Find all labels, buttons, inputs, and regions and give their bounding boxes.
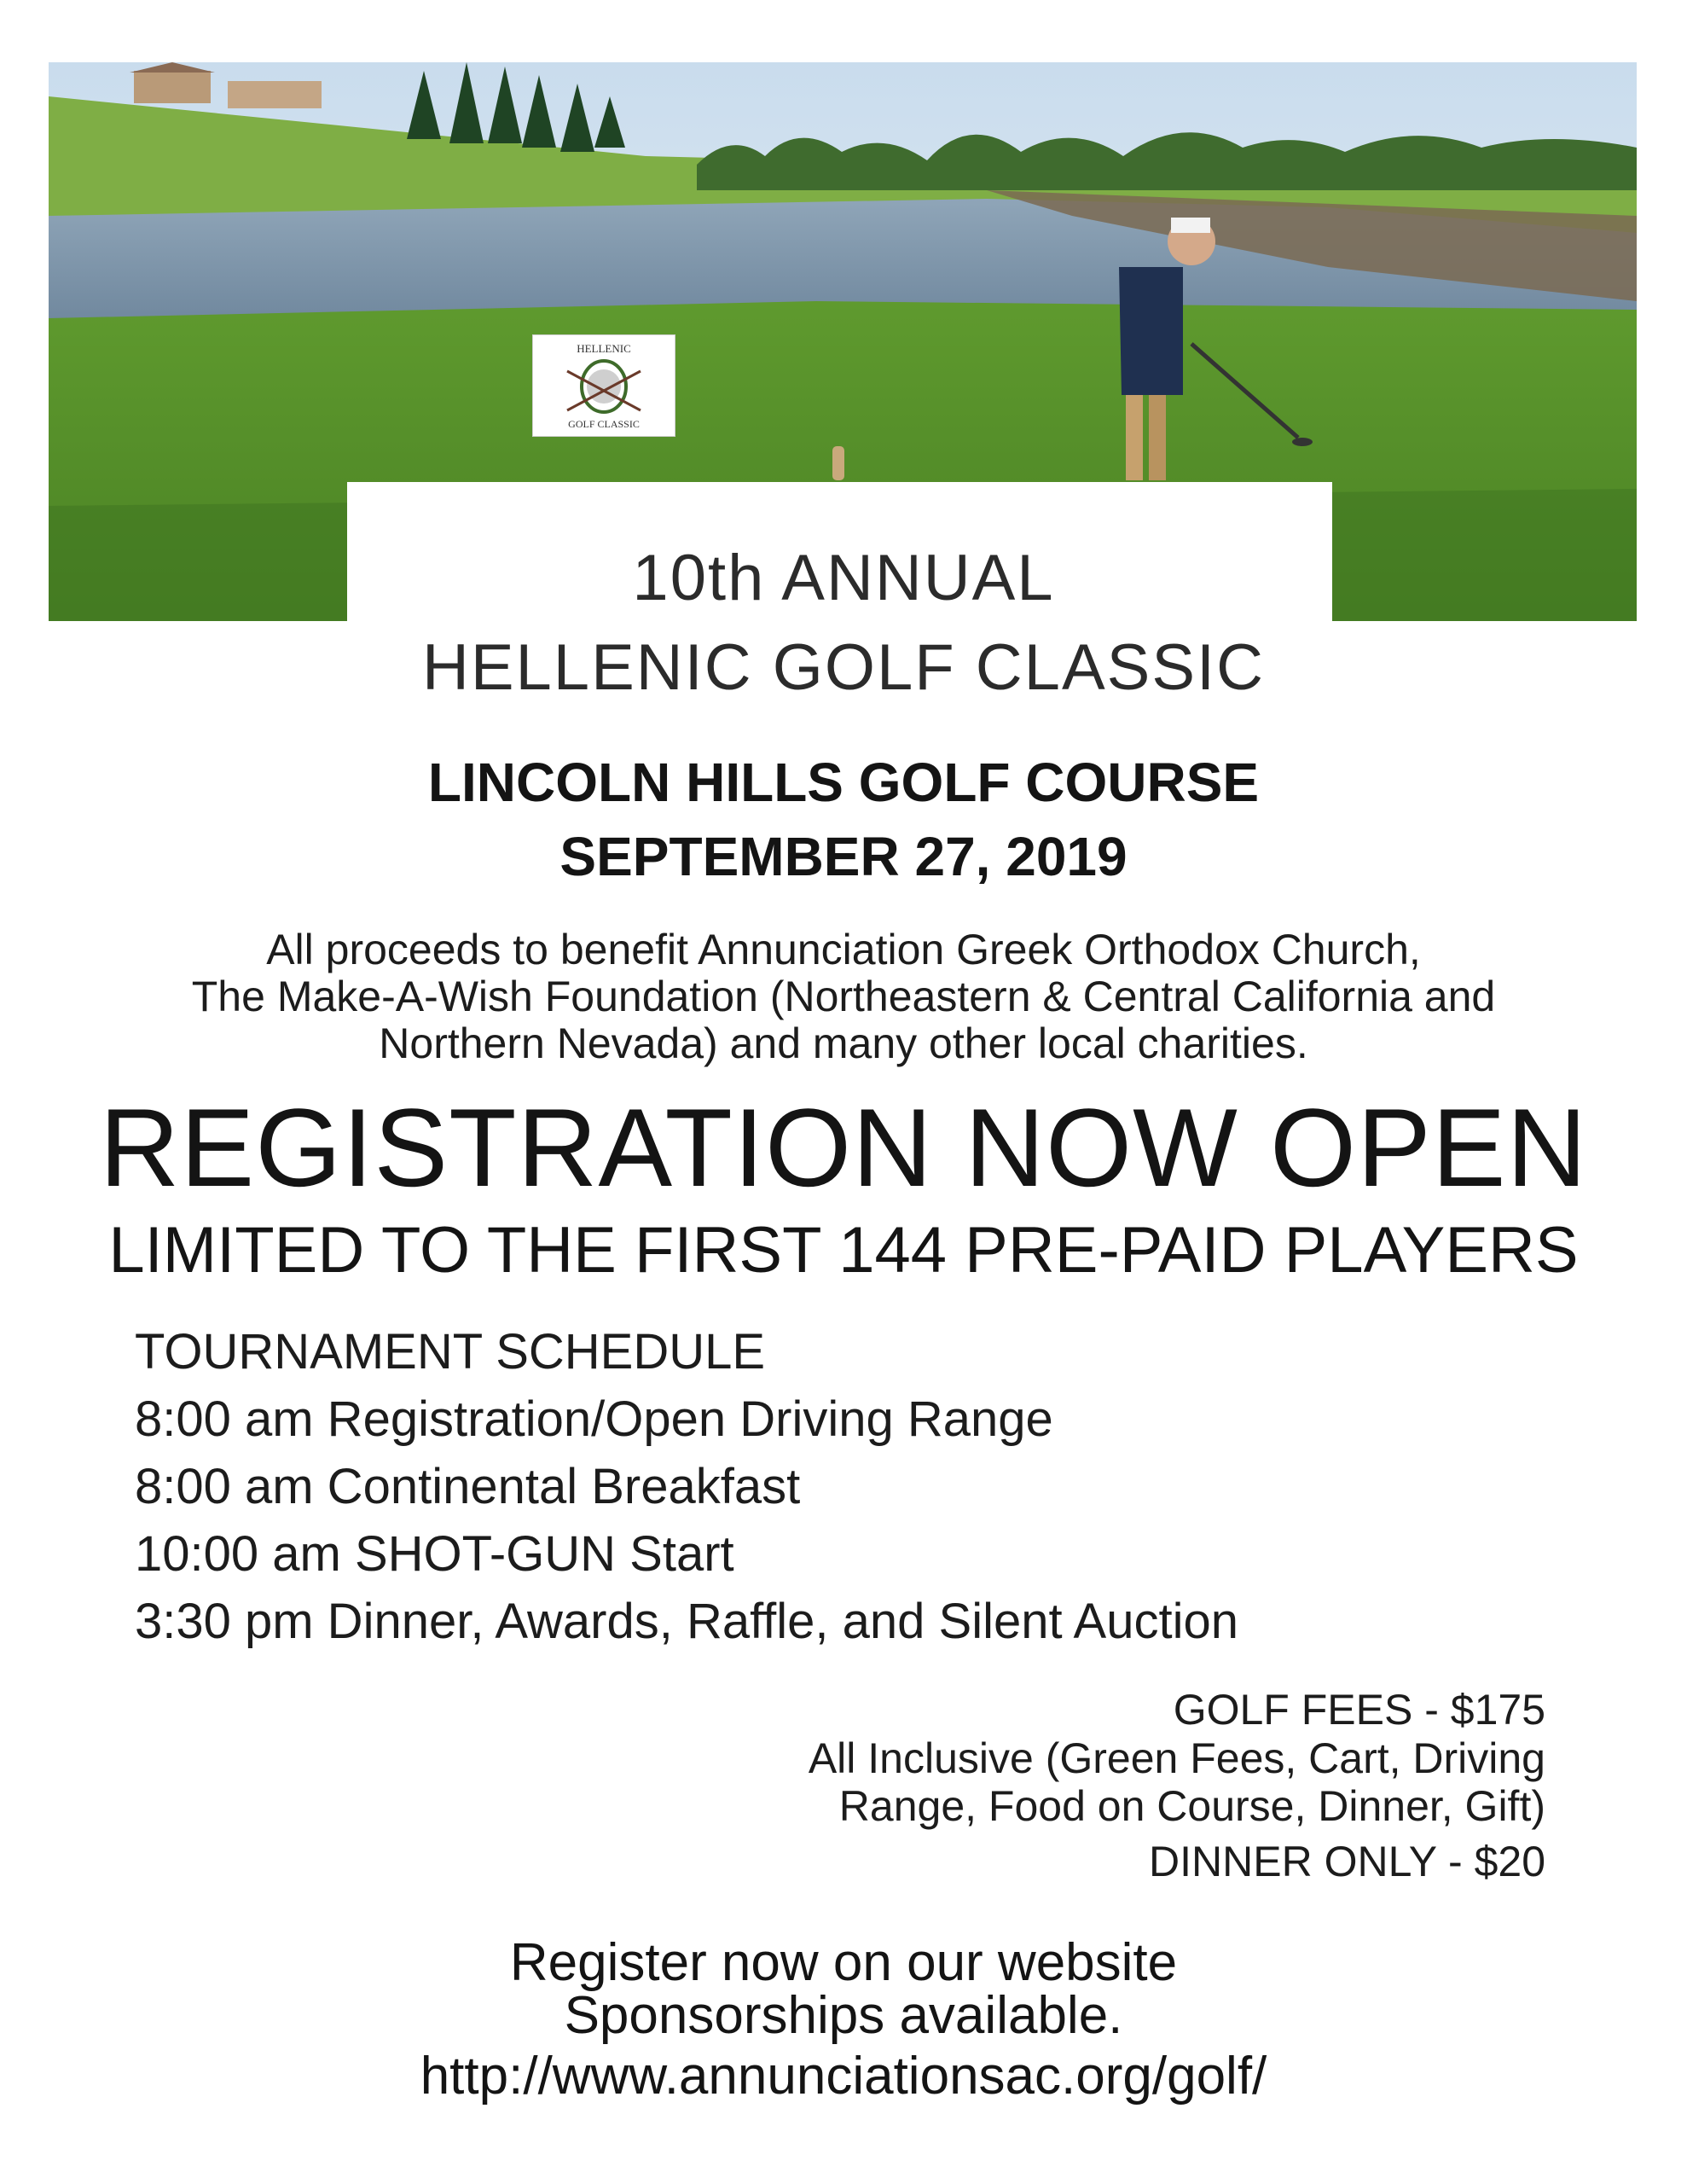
title-card [347, 482, 1332, 772]
schedule-item: 8:00 am Continental Breakfast [135, 1459, 801, 1514]
benefit-line-3: Northern Nevada) and many other local charities. [379, 1019, 1308, 1067]
hellenic-golf-logo [532, 334, 675, 437]
schedule-item: 8:00 am Registration/Open Driving Range [135, 1391, 1053, 1447]
schedule-item: 10:00 am SHOT-GUN Start [135, 1526, 734, 1582]
footer [0, 1933, 1687, 2106]
website-link[interactable]: http://www.annunciationsac.org/golf/ [420, 2047, 1267, 2106]
event-venue: LINCOLN HILLS GOLF COURSE [427, 752, 1260, 813]
svg-text:HELLENIC: HELLENIC [577, 342, 631, 355]
event-date: SEPTEMBER 27, 2019 [559, 826, 1128, 887]
fee-inclusions-line-2: Range, Food on Course, Dinner, Gift) [838, 1782, 1545, 1830]
schedule-heading: TOURNAMENT SCHEDULE [135, 1324, 766, 1380]
sponsorship-note: Sponsorships available. [564, 1986, 1123, 2045]
benefit-statement [0, 926, 1687, 1067]
dinner-only-fee: DINNER ONLY - $20 [1149, 1838, 1545, 1885]
fees-block [682, 1685, 1545, 1886]
register-note: Register now on our website [509, 1933, 1178, 1992]
registration-headline: REGISTRATION NOW OPEN [99, 1085, 1588, 1210]
benefit-line-1: All proceeds to benefit Annunciation Greek Orthodox Church, [266, 926, 1421, 973]
fee-inclusions-line-1: All Inclusive (Green Fees, Cart, Driving [808, 1734, 1545, 1782]
svg-text:GOLF CLASSIC: GOLF CLASSIC [568, 418, 640, 430]
golf-fee: GOLF FEES - $175 [1173, 1686, 1545, 1734]
title-line-2: HELLENIC GOLF CLASSIC [421, 631, 1266, 704]
benefit-line-2: The Make-A-Wish Foundation (Northeastern & Central California and [191, 973, 1496, 1020]
registration-limit: LIMITED TO THE FIRST 144 PRE-PAID PLAYERS [108, 1214, 1579, 1287]
schedule-item: 3:30 pm Dinner, Awards, Raffle, and Silent Auction [135, 1594, 1238, 1649]
tournament-schedule [135, 1318, 1585, 1655]
title-line-1: 10th ANNUAL [632, 542, 1055, 614]
